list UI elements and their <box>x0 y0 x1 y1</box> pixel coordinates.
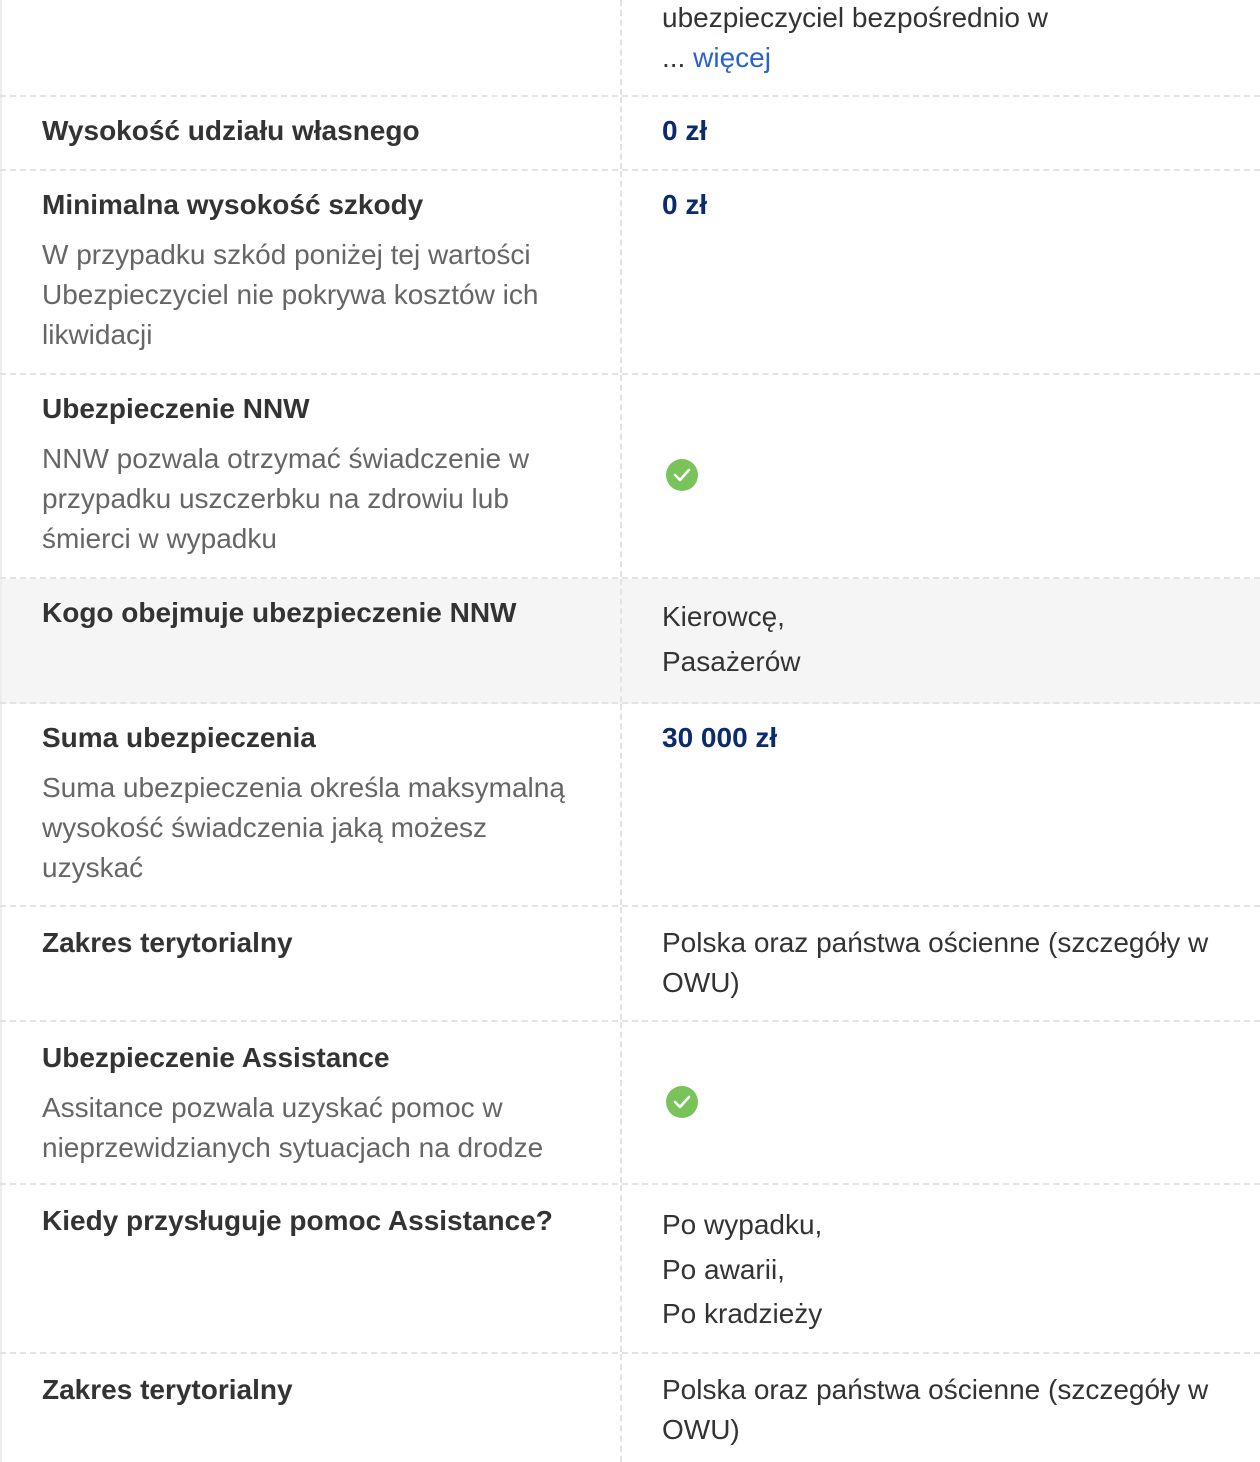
row-description: W przypadku szkód poniżej tej wartości Ubezpieczyciel nie pokrywa kosztów ich likwidacji <box>42 239 539 350</box>
table-row <box>0 1185 1260 1354</box>
list-item: Po awarii, <box>662 1253 785 1285</box>
table-row <box>0 579 1260 704</box>
table-row <box>0 97 1260 171</box>
check-circle-icon <box>666 1086 698 1118</box>
table-row <box>0 375 1260 579</box>
row-label: Suma ubezpieczenia <box>42 722 316 753</box>
row-label: Wysokość udziału własnego <box>42 115 420 146</box>
table-row <box>0 1022 1260 1185</box>
row-label: Ubezpieczenie Assistance <box>42 1042 390 1073</box>
row-label: Zakres terytorialny <box>42 927 293 958</box>
row-value: 0 zł <box>662 115 708 146</box>
row-description: Assitance pozwala uzyskać pomoc w nieprzewidzianych sytuacjach na drodze <box>42 1092 544 1163</box>
value-text: ubezpieczyciel bezpośrednio w <box>662 2 1048 33</box>
list-item: Pasażerów <box>662 645 801 677</box>
ellipsis: ... <box>662 42 686 73</box>
list-item: Po kradzieży <box>662 1298 823 1329</box>
row-value: Polska oraz państwa ościenne (szczegóły w OWU) <box>662 927 1209 998</box>
row-label: Minimalna wysokość szkody <box>42 189 424 220</box>
table-row <box>0 1354 1260 1462</box>
row-description: NNW pozwala otrzymać świadczenie w przypadku uszczerbku na zdrowiu lub śmierci w wypadku <box>42 443 530 554</box>
row-value: 0 zł <box>662 189 708 220</box>
check-circle-icon <box>666 459 698 491</box>
row-label: Kiedy przysługuje pomoc Assistance? <box>42 1205 553 1236</box>
row-label: Zakres terytorialny <box>42 1374 293 1405</box>
table-row <box>0 704 1260 907</box>
table-row <box>0 907 1260 1022</box>
row-value: 30 000 zł <box>662 722 778 753</box>
more-link[interactable]: więcej <box>693 42 771 73</box>
row-value-cell <box>622 0 1260 95</box>
list-item: Po wypadku, <box>662 1209 823 1240</box>
row-label-cell <box>0 0 622 95</box>
row-description: Suma ubezpieczenia określa maksymalną wysokość świadczenia jaką możesz uzyskać <box>42 772 565 883</box>
row-label: Ubezpieczenie NNW <box>42 393 310 424</box>
list-item: Kierowcę, <box>662 601 785 632</box>
row-label: Kogo obejmuje ubezpieczenie NNW <box>42 597 517 628</box>
table-row <box>0 171 1260 375</box>
table-row <box>0 0 1260 97</box>
row-value: Polska oraz państwa ościenne (szczegóły w OWU) <box>662 1374 1209 1445</box>
